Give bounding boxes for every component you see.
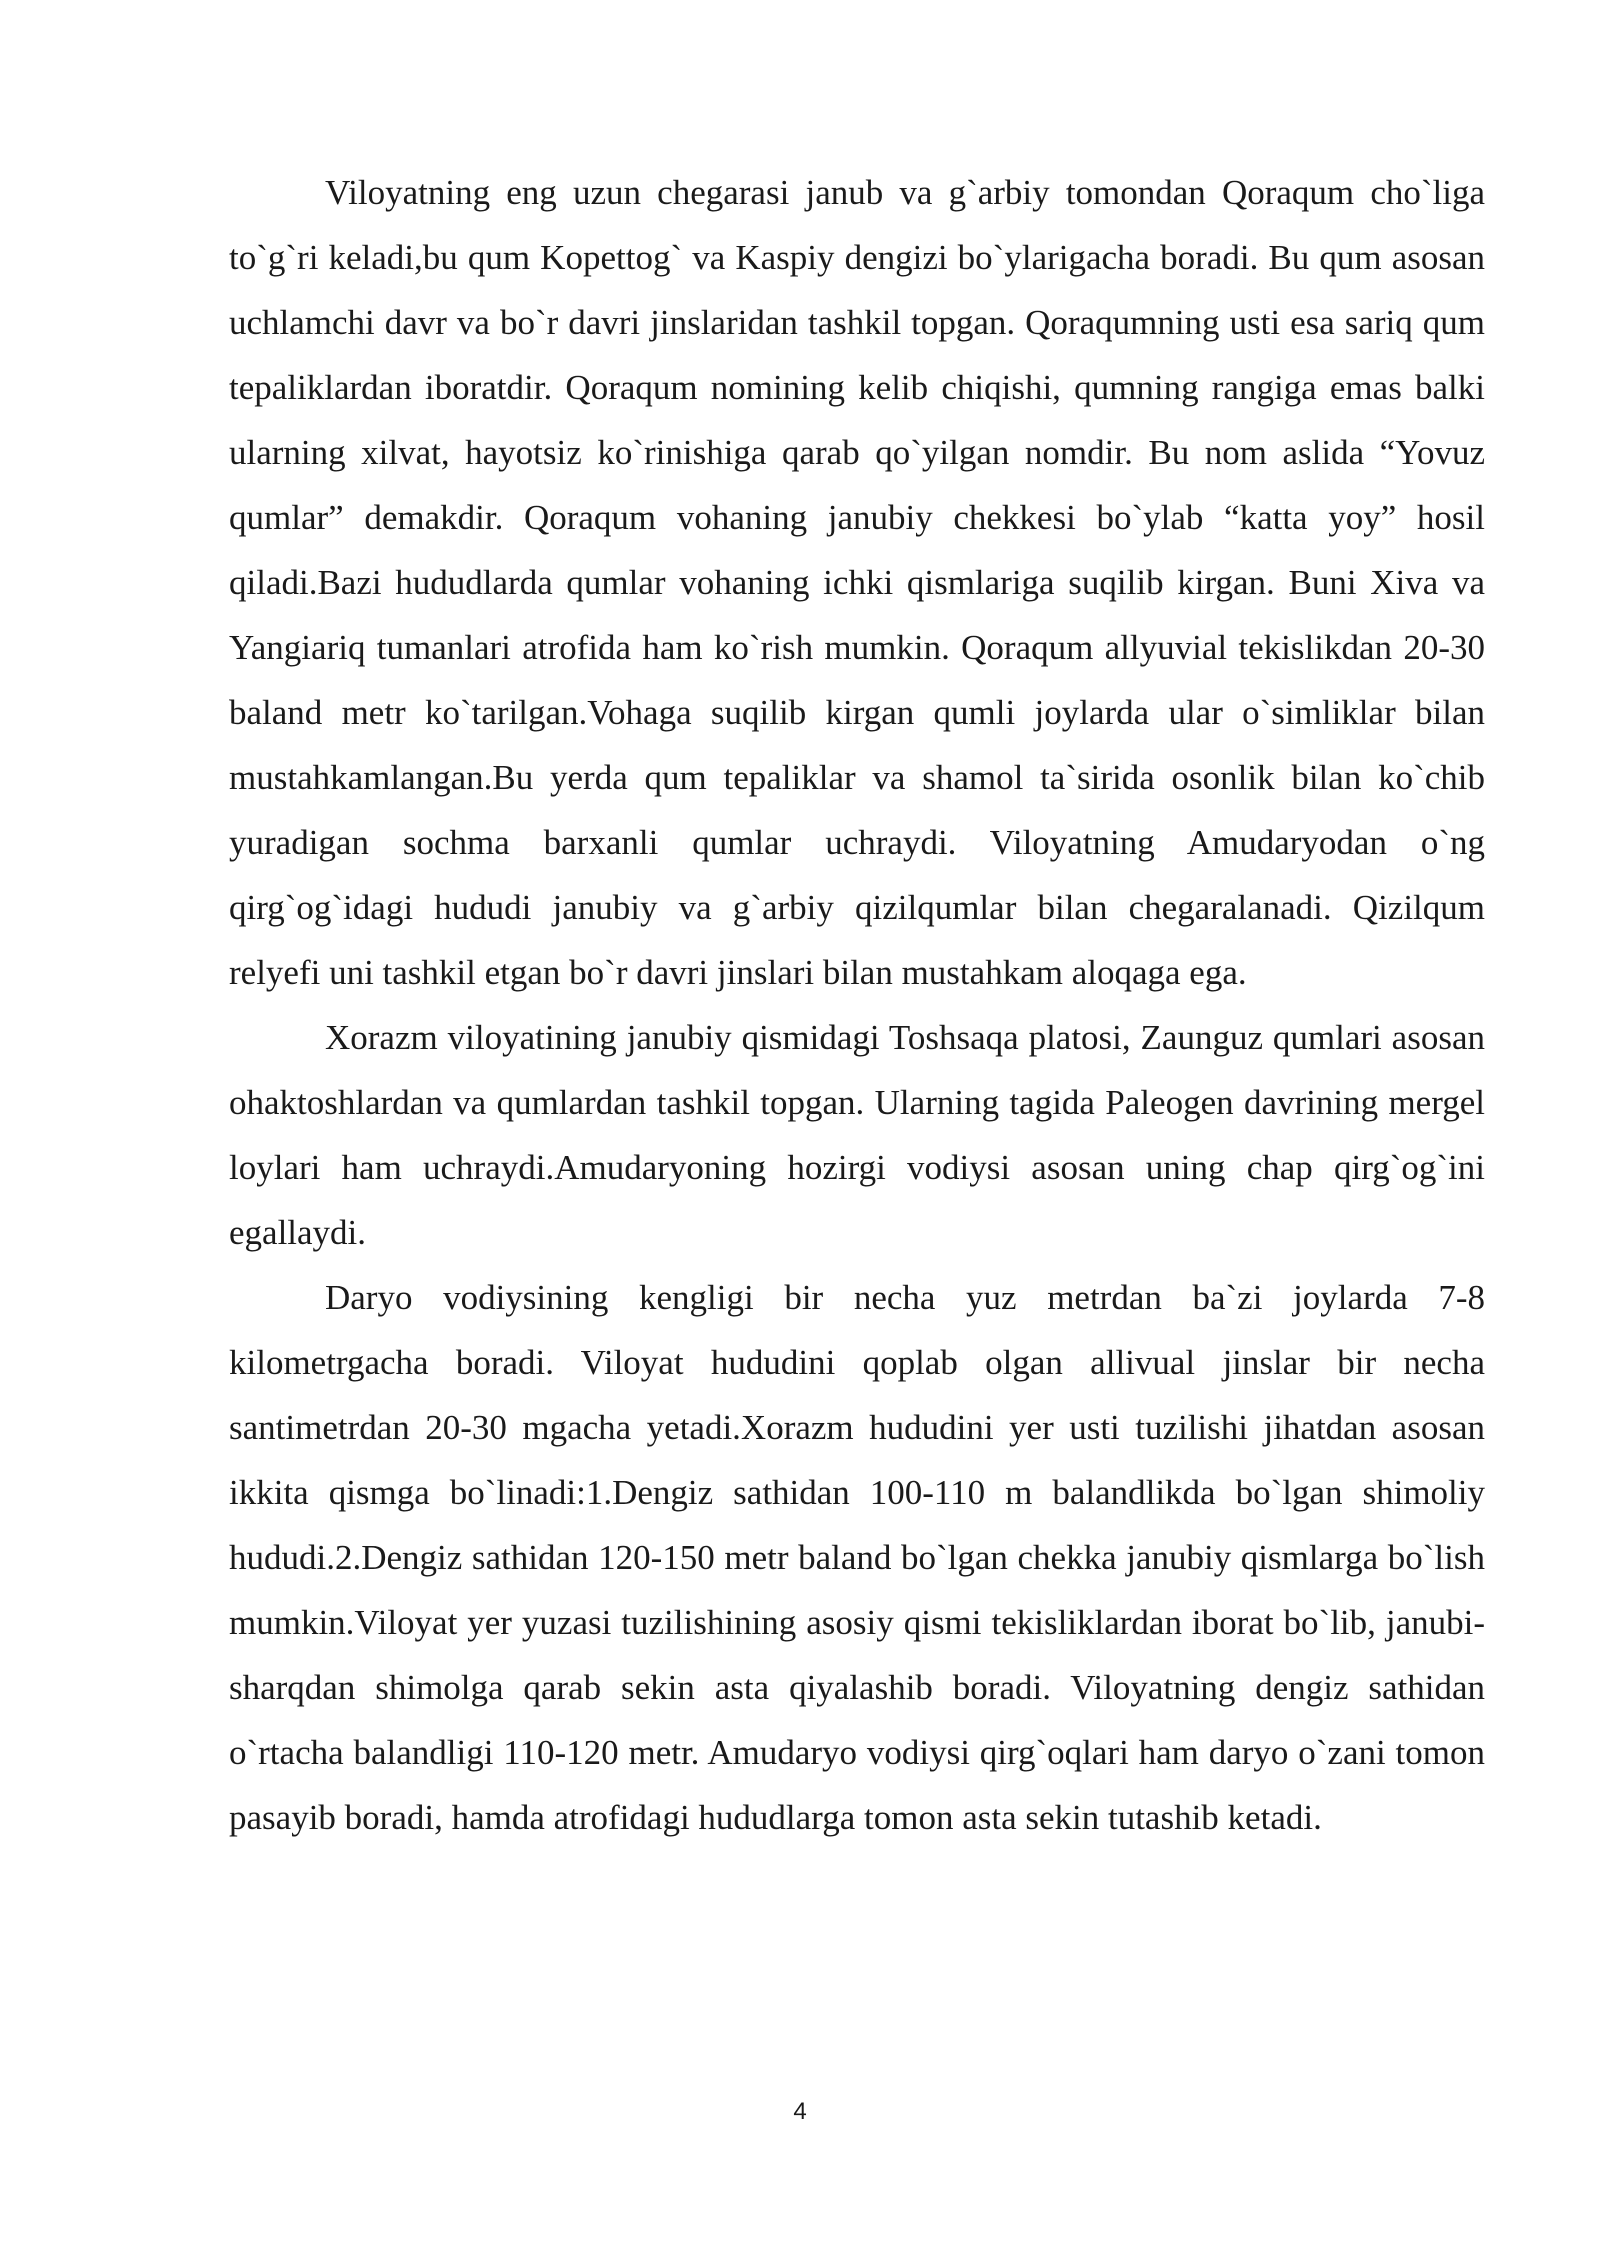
paragraph: Daryo vodiysining kengligi bir necha yuz metrdan ba`zi joylarda 7-8 kilometrgacha boradi. Viloyat hududini qoplab olgan allivual jinslar bir necha santimetrdan 20-30 mgacha yetadi.Xorazm hududini yer usti tuzilishi jihatdan asosan ikkita qismga bo`linadi:1.Dengiz sathidan 100-110 m balandlikda bo`lgan shimoliy hududi.2.Dengiz sathidan 120-150 metr baland bo`lgan chekka janubiy qismlarga bo`lish mumkin.Viloyat yer yuzasi tuzilishining asosiy qismi tekisliklardan iborat bo`lib, janubi-sharqdan shimolga qarab sekin asta qiyalashib boradi. Viloyatning dengiz sathidan o`rtacha balandligi 110-120 metr. Amudaryo vodiysi qirg`oqlari ham daryo o`zani tomon pasayib boradi, hamda atrofidagi hududlarga tomon asta sekin tutashib ketadi.: [229, 1278, 1485, 1837]
document-body: [229, 160, 1485, 1850]
page-number: 4: [793, 2098, 807, 2125]
paragraph: Viloyatning eng uzun chegarasi janub va g`arbiy tomondan Qoraqum cho`liga to`g`ri keladi,bu qum Kopettog` va Kaspiy dengizi bo`ylarigacha boradi. Bu qum asosan uchlamchi davr va bo`r davri jinslaridan tashkil topgan. Qoraqumning usti esa sariq qum tepaliklardan iboratdir. Qoraqum nomining kelib chiqishi, qumning rangiga emas balki ularning xilvat, hayotsiz ko`rinishiga qarab qo`yilgan nomdir. Bu nom aslida “Yovuz qumlar” demakdir. Qoraqum vohaning janubiy chekkesi bo`ylab “katta yoy” hosil qiladi.Bazi hududlarda qumlar vohaning ichki qismlariga suqilib kirgan. Buni Xiva va Yangiariq tumanlari atrofida ham ko`rish mumkin. Qoraqum allyuvial tekislikdan 20-30 baland metr ko`tarilgan.Vohaga suqilib kirgan qumli joylarda ular o`simliklar bilan mustahkamlangan.Bu yerda qum tepaliklar va shamol ta`sirida osonlik bilan ko`chib yuradigan sochma barxanli qumlar uchraydi. Viloyatning Amudaryodan o`ng qirg`og`idagi hududi janubiy va g`arbiy qizilqumlar bilan chegaralanadi. Qizilqum relyefi uni tashkil etgan bo`r davri jinslari bilan mustahkam aloqaga ega.: [229, 173, 1485, 992]
paragraph: Xorazm viloyatining janubiy qismidagi Toshsaqa platosi, Zaunguz qumlari asosan ohaktoshlardan va qumlardan tashkil topgan. Ularning tagida Paleogen davrining mergel loylari ham uchraydi.Amudaryoning hozirgi vodiysi asosan uning chap qirg`og`ini egallaydi.: [229, 1018, 1485, 1252]
